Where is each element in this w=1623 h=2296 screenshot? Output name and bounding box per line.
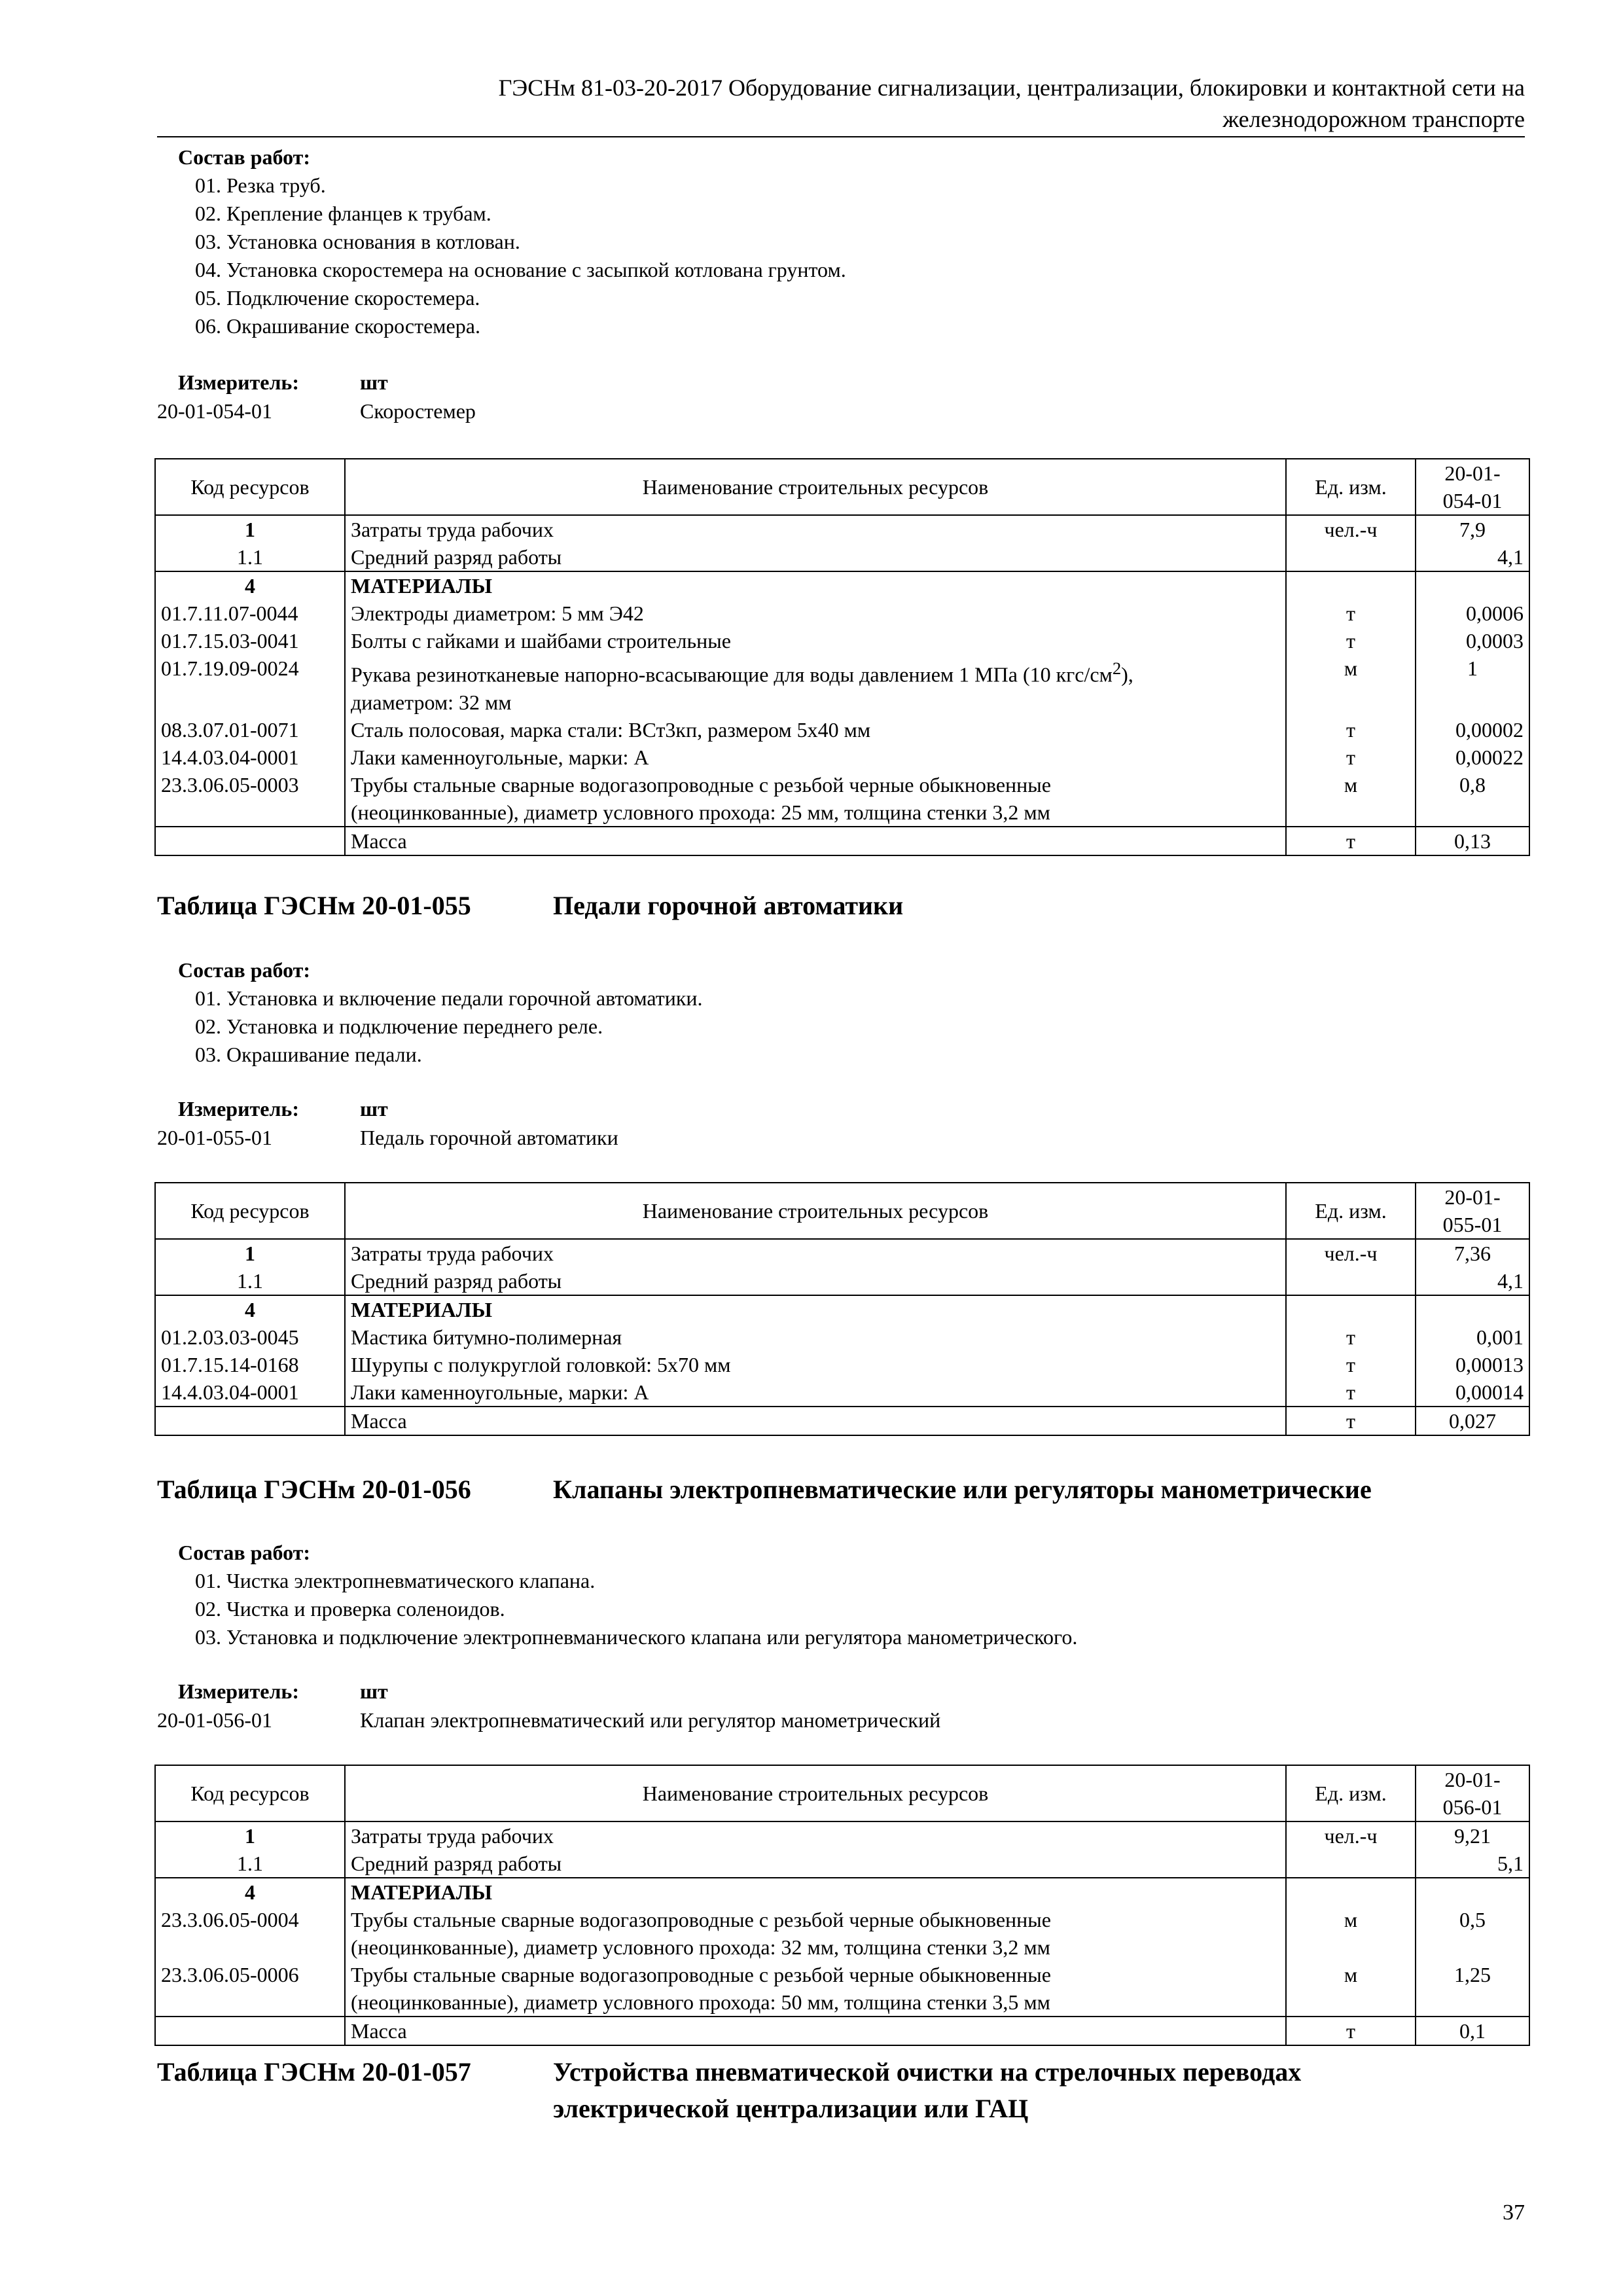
- sostav-title: Состав работ:: [178, 958, 311, 982]
- table-row: 23.3.06.05-0006 Трубы стальные сварные водогазопроводные с резьбой черные обыкновенные (неоцинкованные), диаметр условного прохода: 50 мм, толщина стенки 3,5 мм м 1,25: [155, 1961, 1529, 2017]
- table-row: 1.1 Средний разряд работы 4,1: [155, 543, 1529, 571]
- table-row: 1.1 Средний разряд работы 4,1: [155, 1267, 1529, 1295]
- col-header-name: Наименование строительных ресурсов: [345, 1765, 1286, 1821]
- table-row: 1 Затраты труда рабочих чел.-ч 9,21: [155, 1821, 1529, 1850]
- table-row: 1.1 Средний разряд работы 5,1: [155, 1850, 1529, 1878]
- position-name: Педаль горочной автоматики: [360, 1126, 618, 1149]
- table-row: 14.4.03.04-0001 Лаки каменноугольные, марки: А т 0,00014: [155, 1378, 1529, 1407]
- position-name: Скоростемер: [360, 399, 476, 423]
- work-item: 02. Установка и подключение переднего реле.: [195, 1014, 603, 1038]
- work-item: 03. Установка и подключение электропневманического клапана или регулятора манометрического.: [195, 1625, 1078, 1649]
- table-row: 14.4.03.04-0001 Лаки каменноугольные, марки: А т 0,00022: [155, 744, 1529, 771]
- table-row: 01.7.19.09-0024 Рукава резинотканевые напорно-всасывающие для воды давлением 1 МПа (10 кгс/$см^2$), диаметром: 32 мм м 1: [155, 655, 1529, 716]
- measure-block-056: [157, 1677, 1525, 1734]
- col-header-name: Наименование строительных ресурсов: [345, 459, 1286, 515]
- table-name: Педали горочной автоматики: [553, 891, 904, 920]
- position-code: 20-01-055-01: [157, 1126, 272, 1149]
- col-header-code: Код ресурсов: [155, 1183, 345, 1239]
- work-item: 01. Установка и включение педали горочной автоматики.: [195, 986, 703, 1010]
- resource-table-055: [154, 1182, 1530, 1436]
- position-code: 20-01-056-01: [157, 1708, 272, 1732]
- table-name: Устройства пневматической очистки на стрелочных переводах электрической централизации или ГАЦ: [553, 2057, 1302, 2123]
- work-list-056: [157, 1538, 1525, 1651]
- work-list-055: [157, 956, 1525, 1069]
- table-title-056: [157, 1471, 1525, 1508]
- table-row: 23.3.06.05-0004 Трубы стальные сварные водогазопроводные с резьбой черные обыкновенные (неоцинкованные), диаметр условного прохода: 32 мм, толщина стенки 3,2 мм м 0,5: [155, 1906, 1529, 1961]
- table-row: 23.3.06.05-0003 Трубы стальные сварные водогазопроводные с резьбой черные обыкновенные (неоцинкованные), диаметр условного прохода: 25 мм, толщина стенки 3,2 мм м 0,8: [155, 771, 1529, 827]
- measure-unit: шт: [360, 1679, 388, 1703]
- work-list-054: [157, 143, 1525, 340]
- work-item: 06. Окрашивание скоростемера.: [195, 314, 480, 338]
- table-row: 01.7.11.07-0044 Электроды диаметром: 5 мм Э42 т 0,0006: [155, 600, 1529, 627]
- table-title-057: [157, 2054, 1525, 2127]
- measure-unit: шт: [360, 1097, 388, 1121]
- position-code: 20-01-054-01: [157, 399, 272, 423]
- table-number: Таблица ГЭСНм 20-01-056: [157, 1475, 471, 1504]
- table-row: 4 МАТЕРИАЛЫ: [155, 571, 1529, 600]
- page-number: 37: [1503, 2200, 1525, 2225]
- table-row: 01.7.15.03-0041 Болты с гайками и шайбами строительные т 0,0003: [155, 627, 1529, 655]
- table-row: 01.2.03.03-0045 Мастика битумно-полимерная т 0,001: [155, 1323, 1529, 1351]
- measure-block-054: [157, 368, 1525, 425]
- table-row: 01.7.15.14-0168 Шурупы с полукруглой головкой: 5x70 мм т 0,00013: [155, 1351, 1529, 1378]
- measure-label: Измеритель:: [178, 1679, 299, 1703]
- table-row: 4 МАТЕРИАЛЫ: [155, 1295, 1529, 1323]
- sostav-title: Состав работ:: [178, 145, 311, 169]
- col-header-unit: Ед. изм.: [1286, 1183, 1416, 1239]
- table-row: Масса т 0,1: [155, 2017, 1529, 2045]
- work-item: 01. Чистка электропневматического клапана.: [195, 1569, 596, 1592]
- position-name: Клапан электропневматический или регулятор манометрический: [360, 1708, 941, 1732]
- header-line-1: ГЭСНм 81-03-20-2017 Оборудование сигнализации, централизации, блокировки и контактной сети на: [498, 75, 1525, 101]
- resource-table-054: [154, 458, 1530, 856]
- col-header-value: 20-01- 056-01: [1416, 1765, 1529, 1821]
- col-header-value: 20-01- 054-01: [1416, 459, 1529, 515]
- table-number: Таблица ГЭСНм 20-01-055: [157, 891, 471, 920]
- col-header-unit: Ед. изм.: [1286, 1765, 1416, 1821]
- table-title-055: [157, 888, 1525, 924]
- table-row: Масса т 0,13: [155, 827, 1529, 855]
- header-line-2: железнодорожном транспорте: [1222, 106, 1525, 132]
- resource-table-056: [154, 1765, 1530, 2046]
- work-item: 03. Окрашивание педали.: [195, 1043, 422, 1066]
- work-item: 01. Резка труб.: [195, 173, 326, 197]
- measure-unit: шт: [360, 370, 388, 394]
- col-header-name: Наименование строительных ресурсов: [345, 1183, 1286, 1239]
- table-row: 1 Затраты труда рабочих чел.-ч 7,36: [155, 1239, 1529, 1267]
- measure-label: Измеритель:: [178, 1097, 299, 1121]
- work-item: 04. Установка скоростемера на основание с засыпкой котлована грунтом.: [195, 258, 846, 281]
- table-number: Таблица ГЭСНм 20-01-057: [157, 2057, 471, 2087]
- sostav-title: Состав работ:: [178, 1541, 311, 1564]
- table-name: Клапаны электропневматические или регуляторы манометрические: [553, 1475, 1372, 1504]
- work-item: 03. Установка основания в котлован.: [195, 230, 520, 253]
- work-item: 05. Подключение скоростемера.: [195, 286, 480, 310]
- work-item: 02. Чистка и проверка соленоидов.: [195, 1597, 505, 1621]
- table-row: Масса т 0,027: [155, 1407, 1529, 1435]
- table-row: 4 МАТЕРИАЛЫ: [155, 1878, 1529, 1906]
- col-header-code: Код ресурсов: [155, 1765, 345, 1821]
- col-header-code: Код ресурсов: [155, 459, 345, 515]
- running-header: [157, 72, 1525, 137]
- table-row: 1 Затраты труда рабочих чел.-ч 7,9: [155, 515, 1529, 543]
- measure-label: Измеритель:: [178, 370, 299, 394]
- table-row: 08.3.07.01-0071 Сталь полосовая, марка стали: ВСт3кп, размером 5x40 мм т 0,00002: [155, 716, 1529, 744]
- measure-block-055: [157, 1094, 1525, 1152]
- col-header-unit: Ед. изм.: [1286, 459, 1416, 515]
- work-item: 02. Крепление фланцев к трубам.: [195, 202, 491, 225]
- col-header-value: 20-01- 055-01: [1416, 1183, 1529, 1239]
